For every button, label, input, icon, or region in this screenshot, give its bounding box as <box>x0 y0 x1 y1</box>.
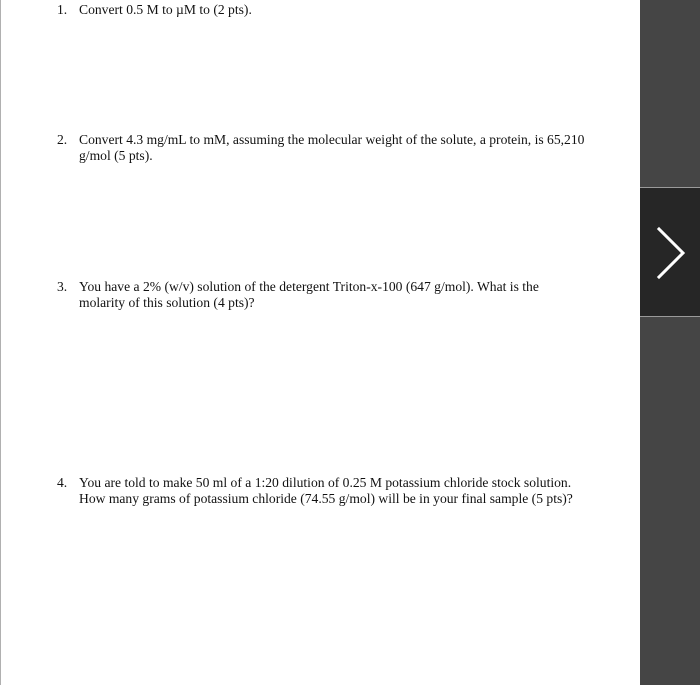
question-number: 4. <box>57 475 68 490</box>
viewer-side-panel <box>640 0 700 685</box>
question-text: You have a 2% (w/v) solution of the detergent Triton-x-100 (647 g/mol). What is the molarity of this solution (4 pts)? <box>79 279 539 310</box>
question-2 <box>57 132 617 164</box>
question-number: 1. <box>57 2 68 17</box>
question-number: 2. <box>57 132 68 147</box>
next-page-button[interactable] <box>640 187 700 317</box>
question-3 <box>57 279 617 311</box>
chevron-right-icon <box>656 226 686 280</box>
question-number: 3. <box>57 279 68 294</box>
page-edge <box>0 0 1 685</box>
question-text: Convert 4.3 mg/mL to mM, assuming the molecular weight of the solute, a protein, is 65,210 g/mol (5 pts). <box>79 132 585 163</box>
question-4 <box>57 475 617 507</box>
question-1 <box>57 2 617 18</box>
question-text: Convert 0.5 M to µM to (2 pts). <box>79 2 252 17</box>
question-text: You are told to make 50 ml of a 1:20 dilution of 0.25 M potassium chloride stock solution. How many grams of potassium chloride (74.55 g/mol) will be in your final sample (5 pts)? <box>79 475 573 506</box>
